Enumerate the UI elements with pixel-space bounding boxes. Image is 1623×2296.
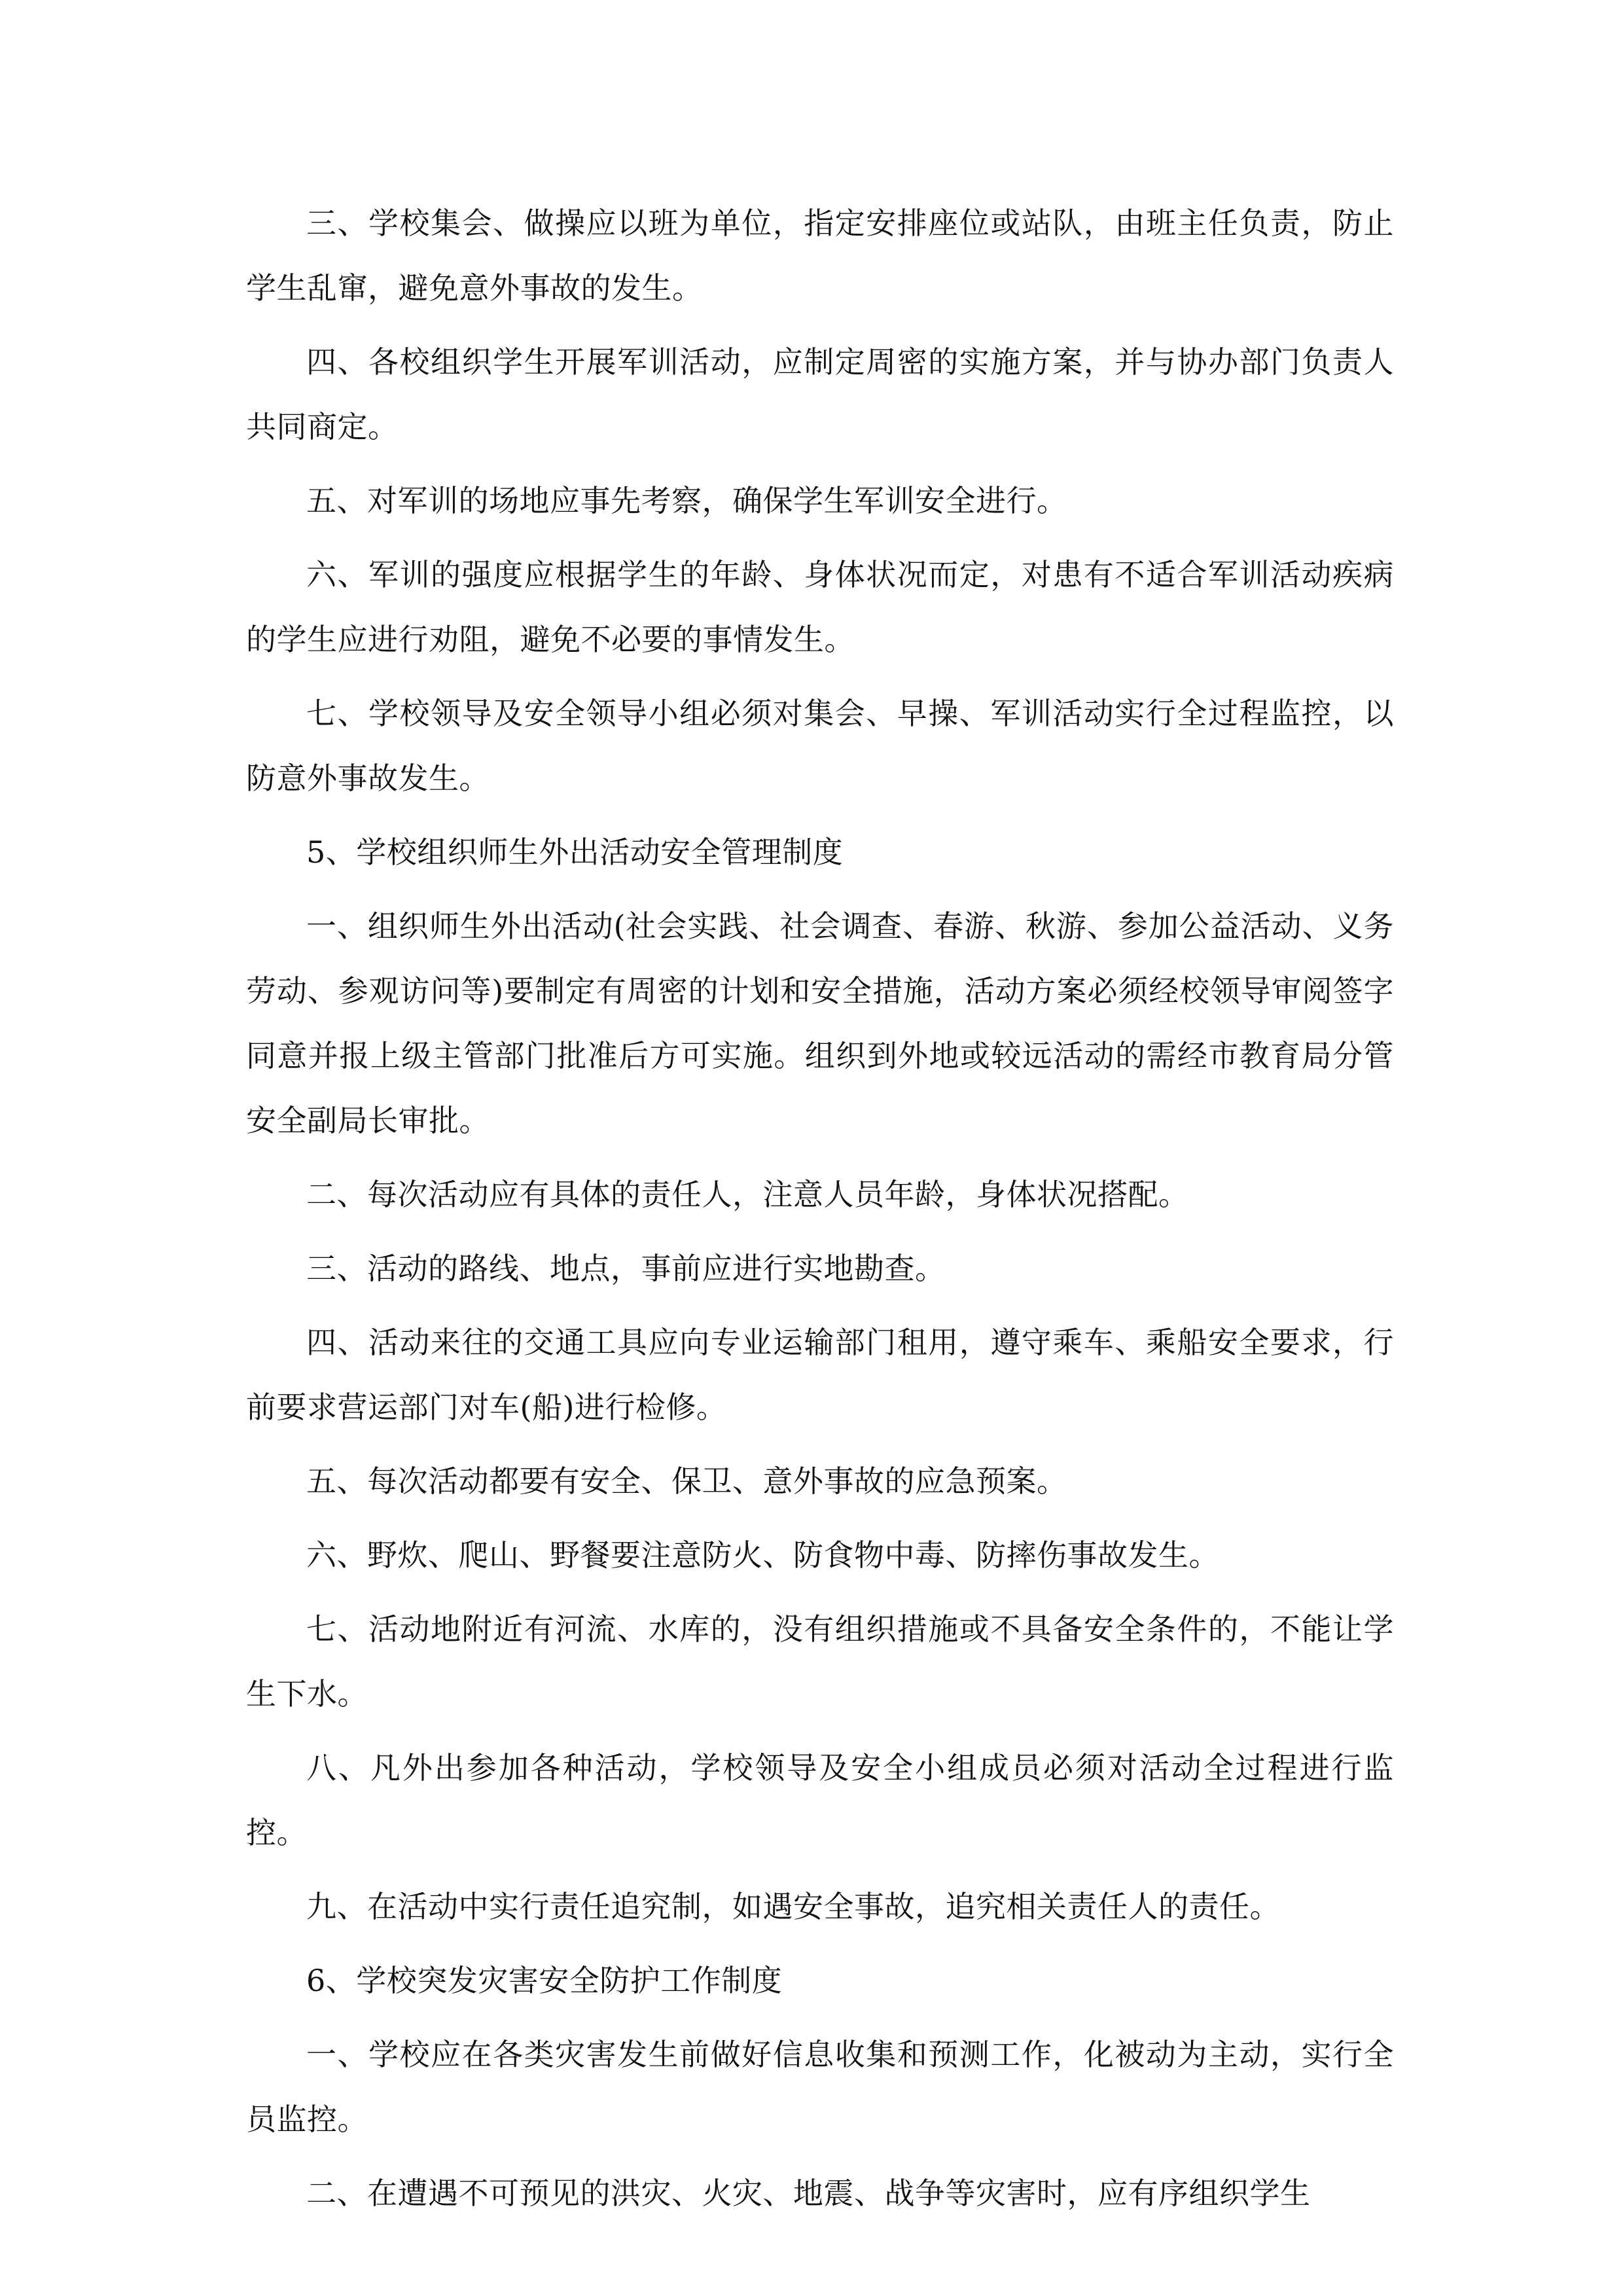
paragraph-disaster-prediction: 一、学校应在各类灾害发生前做好信息收集和预测工作，化被动为主动，实行全员监控。	[246, 2037, 1394, 2137]
paragraph-disaster-response: 二、在遭遇不可预见的洪灾、火灾、地震、战争等灾害时，应有序组织学生	[306, 2176, 1311, 2211]
paragraph-outing-planning: 一、组织师生外出活动(社会实践、社会调查、春游、秋游、参加公益活动、义务劳动、参观访问等)要制定有周密的计划和安全措施，活动方案必须经校领导审阅签字同意并报上级主管部门批准后方可实施。组织到外地或较远活动的需经市教育局分管安全副局长审批。	[246, 908, 1394, 1138]
paragraph-military-training-plan: 四、各校组织学生开展军训活动，应制定周密的实施方案，并与协办部门负责人共同商定。	[246, 344, 1394, 444]
paragraph-emergency-plan: 五、每次活动都要有安全、保卫、意外事故的应急预案。	[306, 1463, 1067, 1499]
paragraph-transport-safety: 四、活动来往的交通工具应向专业运输部门租用，遵守乘车、乘船安全要求，行前要求营运部门对车(船)进行检修。	[246, 1325, 1394, 1425]
paragraph-assembly-class-unit: 三、学校集会、做操应以班为单位，指定安排座位或站队，由班主任负责，防止学生乱窜，避免意外事故的发生。	[246, 206, 1394, 306]
paragraph-water-safety: 七、活动地附近有河流、水库的，没有组织措施或不具备安全条件的，不能让学生下水。	[246, 1611, 1394, 1712]
section-heading-outing-safety: 5、学校组织师生外出活动安全管理制度	[306, 834, 844, 870]
paragraph-fire-food-injury: 六、野炊、爬山、野餐要注意防火、防食物中毒、防摔伤事故发生。	[306, 1537, 1219, 1573]
paragraph-leadership-monitoring: 七、学校领导及安全领导小组必须对集会、早操、军训活动实行全过程监控，以防意外事故发生。	[246, 696, 1394, 796]
section-heading-disaster-protection: 6、学校突发灾害安全防护工作制度	[306, 1963, 783, 1998]
paragraph-accountability: 九、在活动中实行责任追究制，如遇安全事故，追究相关责任人的责任。	[306, 1889, 1280, 1924]
paragraph-route-survey: 三、活动的路线、地点，事前应进行实地勘查。	[306, 1251, 946, 1286]
paragraph-responsible-person: 二、每次活动应有具体的责任人，注意人员年龄，身体状况搭配。	[306, 1177, 1189, 1212]
paragraph-outing-monitoring: 八、凡外出参加各种活动，学校领导及安全小组成员必须对活动全过程进行监控。	[246, 1750, 1394, 1850]
document-body	[246, 191, 1394, 2235]
paragraph-training-intensity: 六、军训的强度应根据学生的年龄、身体状况而定，对患有不适合军训活动疾病的学生应进行劝阻，避免不必要的事情发生。	[246, 557, 1394, 657]
paragraph-training-site-inspection: 五、对军训的场地应事先考察，确保学生军训安全进行。	[306, 483, 1067, 518]
